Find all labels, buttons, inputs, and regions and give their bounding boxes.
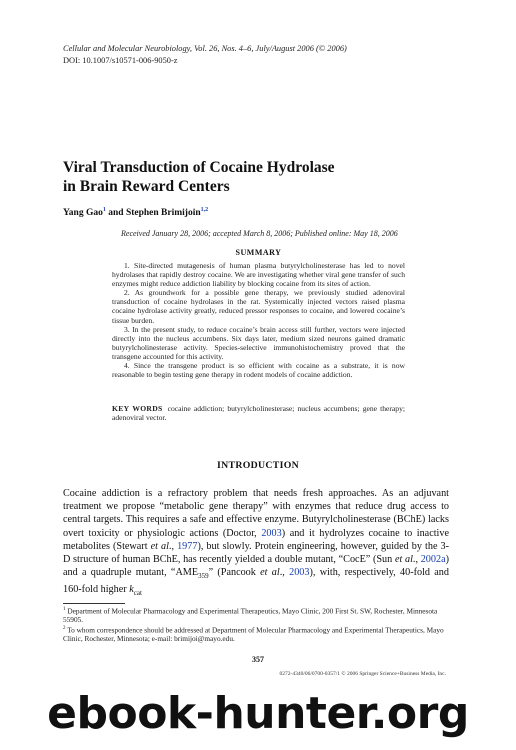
- journal-citation: Cellular and Molecular Neurobiology, Vol. 26, Nos. 4–6, July/August 2006 (© 2006): [63, 44, 347, 53]
- et-al: et al: [394, 554, 413, 566]
- article-title: [63, 158, 463, 196]
- summary-heading: SUMMARY: [235, 248, 282, 257]
- footnote-2: [63, 625, 449, 644]
- citation-link[interactable]: 2002a: [420, 554, 446, 566]
- intro-text: ), with, respectively, 40-fold and 160-fold higher: [63, 567, 449, 596]
- keywords: [112, 404, 405, 423]
- citation-link[interactable]: 2003: [289, 567, 310, 579]
- footnote-1-mark: 1: [63, 607, 66, 612]
- et-al: et al: [260, 567, 280, 579]
- introduction-text: [63, 487, 449, 601]
- keywords-text: cocaine addiction; butyrylcholinesterase; nucleus accumbens; gene therapy; adenoviral vector.: [112, 404, 405, 423]
- authors: [63, 207, 208, 218]
- doi[interactable]: DOI: 10.1007/s10571-006-9050-z: [63, 56, 178, 65]
- copyright-footer: 0272-4340/06/0700-0357/1 © 2006 Springer Science+Business Media, Inc.: [279, 671, 446, 677]
- footnote-1-text: Department of Molecular Pharmacology and Experimental Therapeutics, Mayo Clinic, 200 First St. SW, Rochester, Minnesota 55905.: [63, 606, 438, 625]
- summary-paragraph-1: 1. Site-directed mutagenesis of human plasma butyrylcholinesterase has led to novel hydrolases that rapidly destroy cocaine. We are investigating whether viral gene transfer of such enzymes might reduce addiction liability by blocking cocaine from its sites of action.: [112, 261, 405, 289]
- author-2-affiliation[interactable]: 1,2: [200, 207, 209, 213]
- footnote-rule: [63, 603, 125, 604]
- summary-paragraph-4: 4. Since the transgene product is so efficient with cocaine as a substrate, it is now reasonable to begin testing gene therapy in rodent models of cocaine addiction.: [112, 361, 405, 380]
- intro-text: .,: [168, 540, 178, 552]
- summary: [112, 261, 405, 379]
- author-1-affiliation[interactable]: 1: [102, 207, 106, 213]
- footnote-2-text: To whom correspondence should be addressed at Department of Molecular Pharmacology and Experimental Therapeutics, Mayo Clinic, Rochester, Minnesota; e-mail: brimijoi@mayo.edu.: [63, 625, 444, 644]
- title-line-2: in Brain Reward Centers: [63, 178, 230, 195]
- title-line-1: Viral Transduction of Cocaine Hydrolase: [63, 159, 335, 176]
- intro-text: ) and a quadruple mutant, “AME: [63, 554, 449, 579]
- et-al: et al: [150, 540, 169, 552]
- intro-text: ), but slowly. Protein engineering, however, guided by the 3-D structure of human BChE, has recently yielded a double mutant, “CocE” (Sun: [63, 540, 450, 566]
- citation-link[interactable]: 1977: [177, 540, 198, 552]
- kcat-symbol: k: [129, 584, 134, 596]
- citation-link[interactable]: 2003: [261, 527, 282, 539]
- page-number: 357: [252, 655, 264, 664]
- received-dates: Received January 28, 2006; accepted March 8, 2006; Published online: May 18, 2006: [121, 229, 398, 238]
- watermark: ebook-hunter.org: [47, 688, 469, 739]
- introduction-heading: INTRODUCTION: [217, 460, 299, 471]
- keywords-label: KEY WORDS: [112, 404, 163, 413]
- author-2: Stephen Brimijoin: [125, 208, 201, 219]
- intro-text: .,: [412, 554, 421, 566]
- intro-text: ” (Pancook: [208, 567, 261, 579]
- subscript: 359: [198, 572, 209, 581]
- intro-text: .,: [279, 567, 290, 579]
- author-1: Yang Gao: [63, 208, 103, 219]
- kcat-subscript: cat: [133, 589, 142, 598]
- footnote-2-mark: 2: [63, 626, 66, 631]
- intro-text: Cocaine addiction is a refractory problem that needs fresh approaches. As an adjuvant treatment we propose “metabolic gene therapy” with enzymes that reduce drug access to central targets. This requires a safe and effective enzyme. Butyrylcholinesterase (BChE) lacks overt toxicity or physiologic actions (Doctor,: [63, 488, 449, 539]
- author-conjunction: and: [108, 208, 124, 219]
- footnote-1: [63, 606, 449, 625]
- summary-paragraph-3: 3. In the present study, to reduce cocaine’s brain access still further, vectors were injected directly into the nucleus accumbens. Six days later, medium sized neurons gained dramatic butyrylcholinesterase activity. Species-selective immunohistochemistry proved that the transgene accounted for this activity.: [112, 324, 405, 361]
- intro-text: ) and it hydrolyzes cocaine to inactive metabolites (Stewart: [63, 527, 449, 552]
- summary-paragraph-2: 2. As groundwork for a possible gene therapy, we previously studied adenoviral transduction of cocaine hydrolases in the rat. Systemically injected vectors raised plasma cocaine hydrolase activity greatly, reduced pressor responses to cocaine, and lowered cocaine’s tissue burden.: [112, 288, 405, 325]
